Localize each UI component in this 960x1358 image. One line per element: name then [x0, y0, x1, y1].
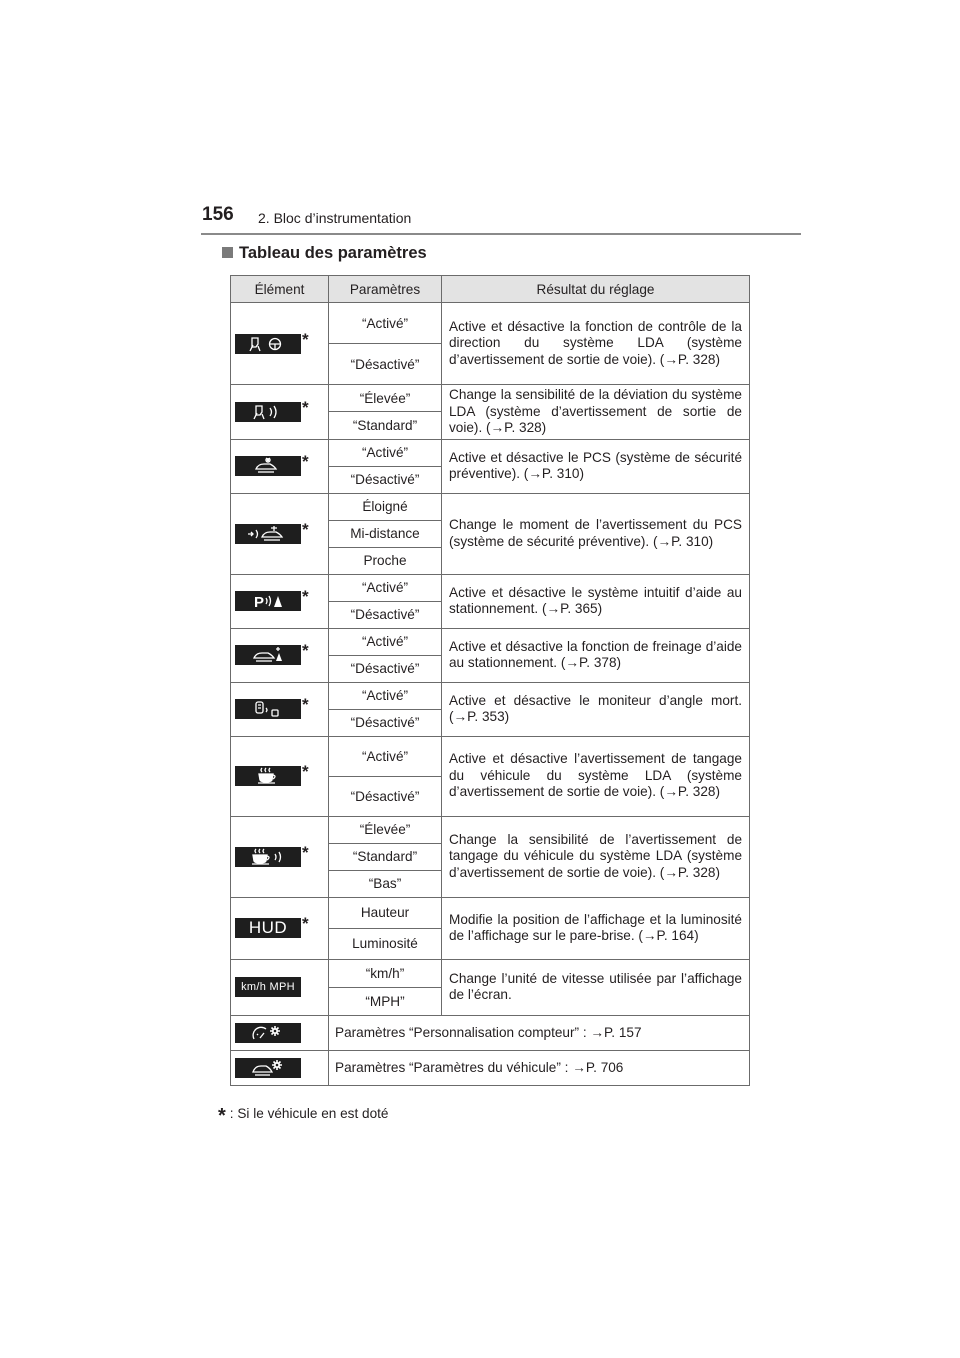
parking-assist-icon [235, 591, 301, 611]
column-header: Élément [231, 276, 329, 303]
option-cell: “Activé” [329, 574, 442, 601]
table-row [231, 682, 750, 709]
table-row [231, 1050, 750, 1085]
footnote-mark: * [302, 329, 309, 349]
column-header: Paramètres [329, 276, 442, 303]
result-cell: Active et désactive l’avertissement de tangage du véhicule du système LDA (système d’avertissement de sortie de voie). (→P. 328) [442, 736, 750, 816]
footnote-mark: * [302, 519, 309, 539]
element-cell [231, 385, 329, 440]
option-cell: “Activé” [329, 682, 442, 709]
footnote-mark: * [302, 762, 309, 781]
table-row [231, 1015, 750, 1050]
option-cell: “Désactivé” [329, 709, 442, 736]
chapter-title: 2. Bloc d’instrumentation [258, 210, 412, 226]
element-cell [231, 303, 329, 385]
option-cell: “Standard” [329, 412, 442, 439]
table-row [231, 303, 750, 344]
option-cell: “Désactivé” [329, 655, 442, 682]
element-cell [231, 574, 329, 628]
parking-brake-support-icon [235, 645, 301, 665]
header-rule [201, 233, 801, 235]
footnote-mark: * [302, 452, 309, 471]
speed-unit-icon-label: km/h MPH [241, 981, 295, 993]
footnote-mark: * [302, 641, 309, 660]
result-cell: Active et désactive la fonction de freinage d’aide au stationnement. (→P. 378) [442, 628, 750, 682]
option-cell: “Désactivé” [329, 776, 442, 816]
sway-warning-icon [235, 766, 301, 786]
blind-spot-monitor-icon [235, 699, 301, 719]
element-cell [231, 959, 329, 1015]
option-cell: “Désactivé” [329, 466, 442, 493]
option-cell: “Standard” [329, 843, 442, 870]
element-cell [231, 682, 329, 736]
result-cell: Active et désactive le système intuitif d’aide au stationnement. (→P. 365) [442, 574, 750, 628]
option-cell: “Activé” [329, 736, 442, 776]
svg-text:P: P [254, 594, 265, 610]
full-width-cell: Paramètres “Paramètres du véhicule” : →P. 706 [329, 1050, 750, 1085]
element-cell [231, 1050, 329, 1085]
option-cell: “km/h” [329, 959, 442, 987]
hud-icon [235, 918, 301, 938]
option-cell: “Activé” [329, 439, 442, 466]
element-cell [231, 493, 329, 574]
element-cell [231, 1015, 329, 1050]
table-row [231, 959, 750, 987]
footnote-mark: * [302, 695, 309, 714]
result-cell: Change la sensibilité de l’avertissement de tangage du véhicule du système LDA (système d’avertissement de sortie de voie). (→P. 328) [442, 816, 750, 897]
option-cell: “Désactivé” [329, 344, 442, 385]
meter-customize-icon [235, 1023, 301, 1043]
element-cell [231, 736, 329, 816]
result-cell: Modifie la position de l’affichage et la luminosité de l’affichage sur le pare-brise. (→P. 164) [442, 897, 750, 959]
bullet-square-icon [222, 247, 233, 258]
table-row [231, 628, 750, 655]
result-cell: Change l’unité de vitesse utilisée par l’affichage de l’écran. [442, 959, 750, 1015]
element-cell [231, 628, 329, 682]
result-cell: Change le moment de l’avertissement du PCS (système de sécurité préventive). (→P. 310) [442, 493, 750, 574]
option-cell: “Activé” [329, 628, 442, 655]
settings-table [230, 275, 750, 1086]
table-row [231, 493, 750, 520]
lda-sensitivity-icon [235, 402, 301, 422]
vehicle-settings-icon [235, 1058, 301, 1078]
option-cell: “Désactivé” [329, 601, 442, 628]
column-header: Résultat du réglage [442, 276, 750, 303]
option-cell: “Activé” [329, 303, 442, 344]
lda-steering-control-icon [235, 334, 301, 354]
table-header-row [231, 276, 750, 303]
section-title-text: Tableau des paramètres [239, 244, 427, 262]
table-row [231, 897, 750, 928]
footnote-mark: * [302, 587, 309, 606]
table-row [231, 736, 750, 776]
table-row [231, 816, 750, 843]
option-cell: Mi-distance [329, 520, 442, 547]
sway-sensitivity-icon [235, 847, 301, 867]
footnote-mark: * [302, 397, 309, 417]
option-cell: “Élevée” [329, 816, 442, 843]
footnote-text: : Si le véhicule en est doté [229, 1106, 389, 1121]
footnote [218, 1105, 389, 1128]
footnote-mark: * [302, 914, 309, 933]
option-cell: Éloigné [329, 493, 442, 520]
speed-unit-icon [235, 977, 301, 997]
element-cell [231, 897, 329, 959]
result-cell: Change la sensibilité de la déviation du système LDA (système d’avertissement de sortie de voie). (→P. 328) [442, 385, 750, 440]
result-cell: Active et désactive la fonction de contrôle de la direction du système LDA (système d’avertissement de sortie de voie). (→P. 328) [442, 303, 750, 385]
page-number: 156 [202, 204, 234, 225]
section-title [222, 244, 427, 263]
pcs-warning-timing-icon [235, 524, 301, 544]
option-cell: “Bas” [329, 870, 442, 897]
result-cell: Active et désactive le moniteur d’angle mort. (→P. 353) [442, 682, 750, 736]
element-cell [231, 816, 329, 897]
table-row [231, 574, 750, 601]
footnote-mark: * [218, 1105, 226, 1127]
pcs-icon [235, 456, 301, 476]
option-cell: “MPH” [329, 987, 442, 1015]
option-cell: Luminosité [329, 928, 442, 959]
full-width-cell: Paramètres “Personnalisation compteur” : →P. 157 [329, 1015, 750, 1050]
option-cell: Hauteur [329, 897, 442, 928]
result-cell: Active et désactive le PCS (système de sécurité préventive). (→P. 310) [442, 439, 750, 493]
hud-icon-label: HUD [248, 918, 288, 937]
table-row [231, 385, 750, 412]
option-cell: “Élevée” [329, 385, 442, 412]
table-row [231, 439, 750, 466]
element-cell [231, 439, 329, 493]
option-cell: Proche [329, 547, 442, 574]
footnote-mark: * [302, 842, 309, 862]
